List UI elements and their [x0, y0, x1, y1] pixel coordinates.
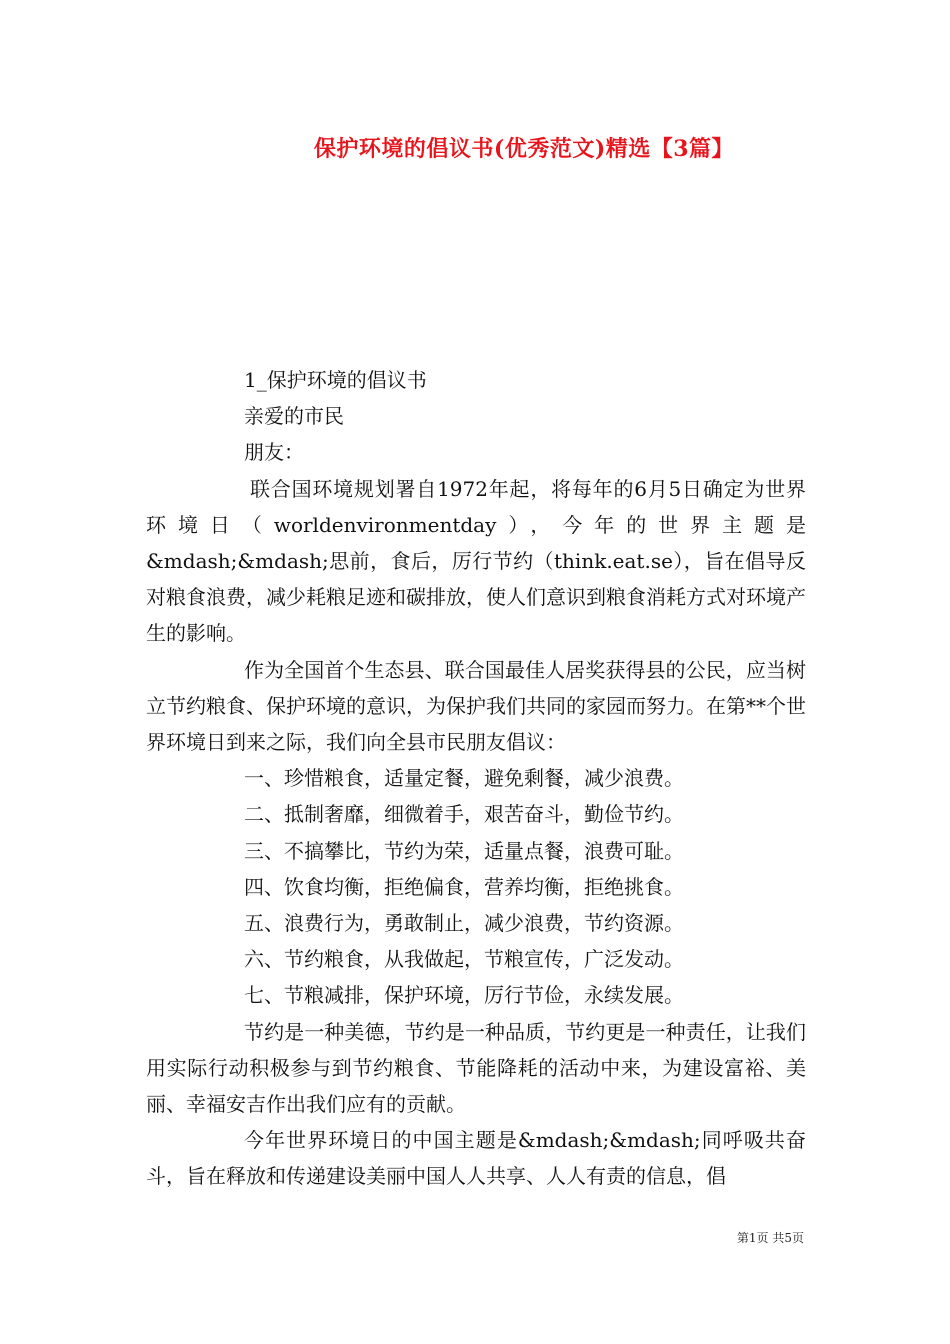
section-heading: 1_保护环境的倡议书: [244, 368, 427, 392]
paragraph-4: 今年世界环境日的中国主题是&mdash;&mdash;同呼吸共奋斗，旨在释放和传递建设美丽中国人人共享、人人有责的信息，倡: [146, 1128, 806, 1189]
salutation-line-1: 亲爱的市民: [244, 404, 344, 429]
proposal-item: 五、浪费行为，勇敢制止，减少浪费，节约资源。: [244, 911, 684, 936]
proposal-item: 四、饮食均衡，拒绝偏食，营养均衡，拒绝挑食。: [244, 874, 684, 899]
document-title: 保护环境的倡议书(优秀范文)精选【3篇】: [313, 136, 735, 162]
page-number: 第1页 共5页: [736, 1231, 804, 1245]
proposal-item: 二、抵制奢靡，细微着手，艰苦奋斗，勤俭节约。: [244, 802, 684, 827]
paragraph-2: 作为全国首个生态县、联合国最佳人居奖获得县的公民，应当树立节约粮食、保护环境的意识，为保护我们共同的家园而努力。在第**个世界环境日到来之际，我们向全县市民朋友倡议：: [146, 657, 806, 755]
proposal-item: 六、节约粮食，从我做起，节粮宣传，广泛发动。: [244, 947, 684, 972]
proposal-item: 三、不搞攀比，节约为荣，适量点餐，浪费可耻。: [244, 838, 684, 863]
proposal-item: 七、节粮减排，保护环境，厉行节俭，永续发展。: [244, 983, 684, 1008]
paragraph-1: 联合国环境规划署自1972年起，将每年的6月5日确定为世界环境日（worldenvironmentday），今年的世界主题是&mdash;&mdash;思前，食后，厉行节约（think.eat.se），旨在倡导反对粮食浪费，减少耗粮足迹和碳排放，使人们意识到粮食消耗方式对环境产生的影响。: [146, 476, 806, 646]
document-body: [146, 362, 806, 1195]
paragraph-3: 节约是一种美德，节约是一种品质，节约更是一种责任，让我们用实际行动积极参与到节约粮食、节能降耗的活动中来，为建设富裕、美丽、幸福安吉作出我们应有的贡献。: [146, 1019, 806, 1117]
salutation-line-2: 朋友：: [244, 440, 304, 465]
proposal-item: 一、珍惜粮食，适量定餐，避免剩餐，减少浪费。: [244, 766, 684, 791]
